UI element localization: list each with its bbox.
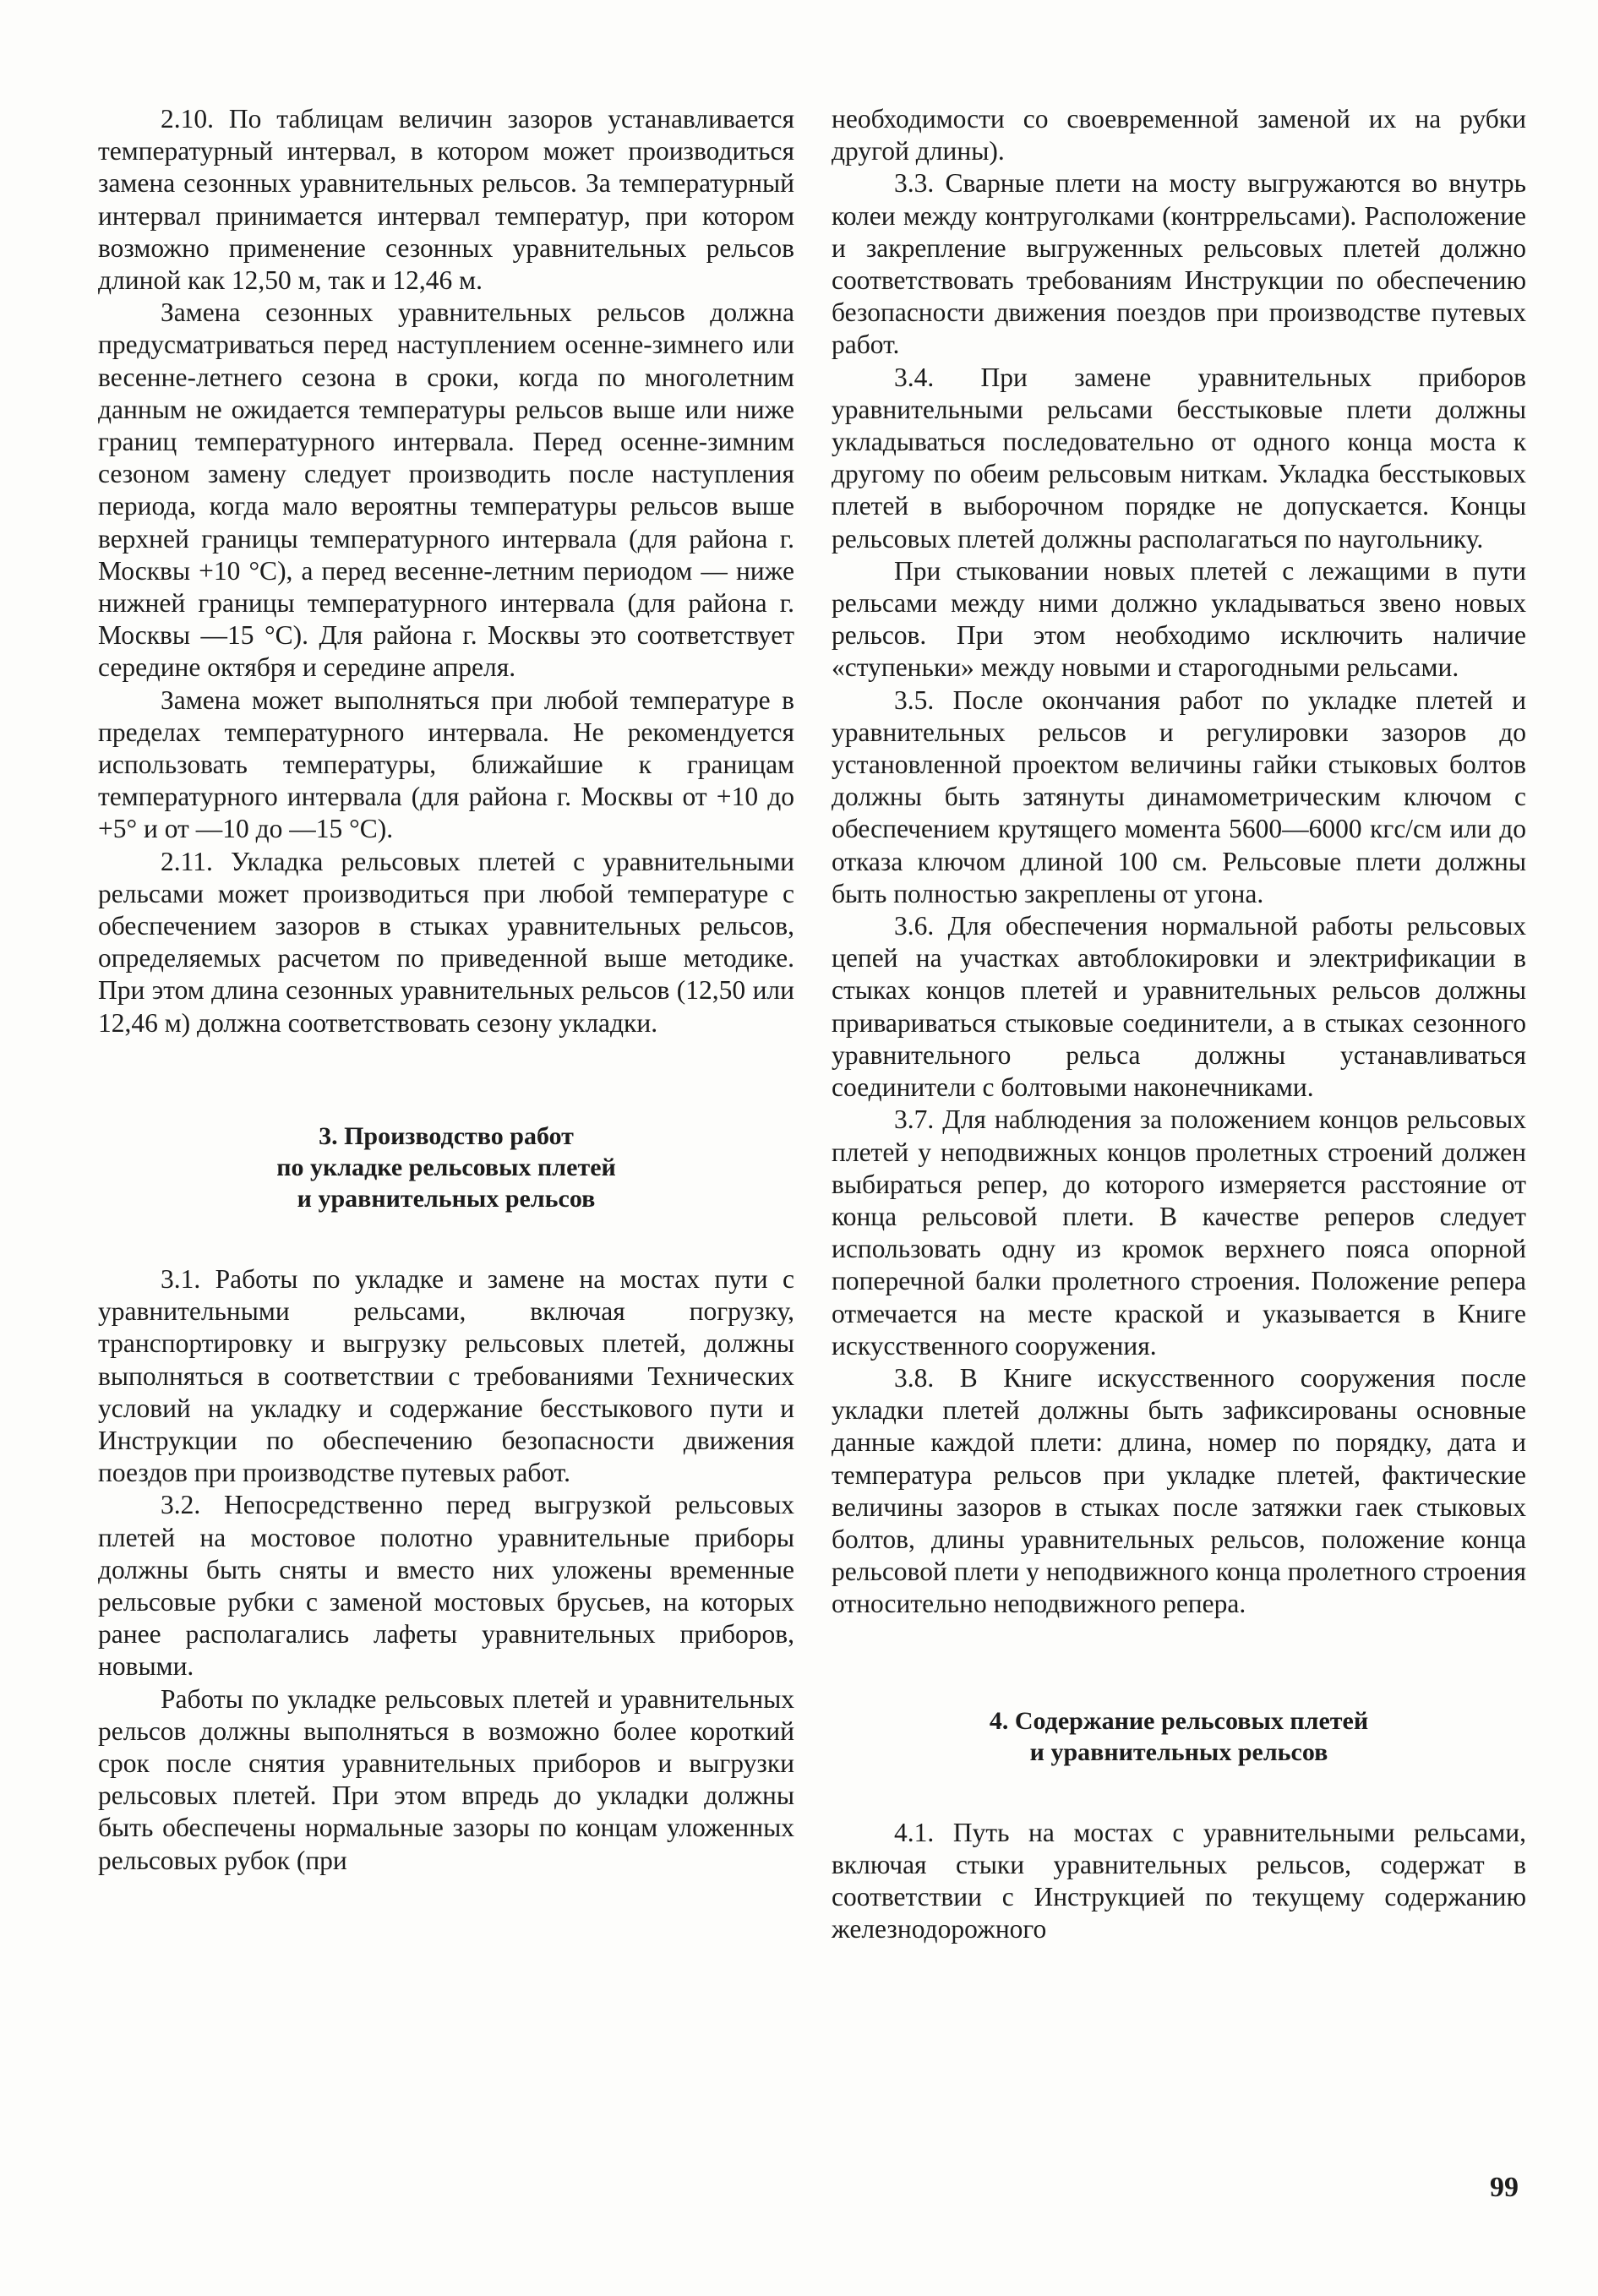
section-3-heading-line: и уравнительных рельсов: [297, 1184, 596, 1213]
section-4-heading-line: и уравнительных рельсов: [1029, 1737, 1328, 1766]
paragraph-3-5: 3.5. После окончания работ по укладке плетей и уравнительных рельсов и регулировки зазоров до установленной проектом величины гайки стыковых болтов должны быть затянуты динамометрическим ключом с обеспечением крутящего момента 5600—6000 кгс/см или до отказа ключом длиной 100 см. Рельсовые плети должны быть полностью закреплены от угона.: [832, 684, 1526, 908]
paragraph-3-6: 3.6. Для обеспечения нормальной работы рельсовых цепей на участках автоблокировки и электрификации в стыках концов плетей и уравнительных рельсов должны привариваться стыковые соединители, а в стыках сезонного уравнительного рельса должны устанавливаться соединители с болтовыми наконечниками.: [832, 911, 1526, 1103]
paragraph-joining-new-strings: При стыковании новых плетей с лежащими в пути рельсами между ними должно укладываться звено новых рельсов. При этом необходимо исключить наличие «ступеньки» между новыми и старогодными рельсами.: [832, 555, 1526, 683]
paragraph-3-3: 3.3. Сварные плети на мосту выгружаются во внутрь колеи между контруголками (контррельсами). Расположение и закрепление выгруженных рельсовых плетей должно соответствовать требованиям Инструкции по обеспечению безопасности движения поездов при производстве путевых работ.: [832, 168, 1526, 360]
paragraph-3-8: 3.8. В Книге искусственного сооружения после укладки плетей должны быть зафиксированы основные данные каждой плети: длина, номер по порядку, дата и температура рельсов при укладке плетей, фактические величины зазоров в стыках после затяжки гаек стыковых болтов, длины уравнительных рельсов, положение конца рельсовой плети у неподвижного конца пролетного строения относительно неподвижного репера.: [832, 1362, 1526, 1619]
section-4-heading-line: 4. Содержание рельсовых плетей: [989, 1706, 1369, 1735]
paragraph-3-7: 3.7. Для наблюдения за положением концов рельсовых плетей у неподвижных концов пролетных строений должен выбираться репер, до которого измеряется расстояние от конца рельсовой плети. В качестве реперов следует использовать одну из кромок верхнего пояса опорной поперечной балки пролетного строения. Положение репера отмечается на месте краской и указывается в Книге искусственного сооружения.: [832, 1104, 1526, 1361]
left-column: [98, 103, 794, 1877]
paragraph-3-4: 3.4. При замене уравнительных приборов уравнительными рельсами бесстыковые плети должны укладываться последовательно от одного конца моста к другому по обеим рельсовым ниткам. Укладка бесстыковых плетей в выборочном порядке не допускается. Концы рельсовых плетей должны располагаться по наугольнику.: [832, 362, 1526, 554]
section-4-heading: [832, 1705, 1526, 1768]
paragraph-replacement-any-temperature: Замена может выполняться при любой температуре в пределах температурного интервала. Не рекомендуется использовать температуры, ближайшие к границам температурного интервала (для района г. Москвы от +10 до +5° и от —10 до —15 °С).: [98, 684, 794, 844]
paragraph-seasonal-replacement: Замена сезонных уравнительных рельсов должна предусматриваться перед наступлением осенне-зимнего или весенне-летнего сезона в сроки, когда по многолетним данным не ожидается температуры рельсов выше или ниже границ температурного интервала. Перед осенне-зимним сезоном замену следует производить после наступления периода, когда мало вероятны температуры рельсов выше верхней границы температурного интервала (для района г. Москвы +10 °С), а перед весенне-летним периодом — ниже нижней границы температурного интервала (для района г. Москвы —15 °С). Для района г. Москвы это соответствует середине октября и середине апреля.: [98, 297, 794, 683]
paragraph-2-10: 2.10. По таблицам величин зазоров устанавливается температурный интервал, в котором может производиться замена сезонных уравнительных рельсов. За температурный интервал принимается интервал температур, при котором возможно применение сезонных уравнительных рельсов длиной как 12,50 м, так и 12,46 м.: [98, 104, 794, 296]
paragraph-4-1: 4.1. Путь на мостах с уравнительными рельсами, включая стыки уравнительных рельсов, содержат в соответствии с Инструкцией по текущему содержанию железнодорожного: [832, 1817, 1526, 1944]
right-column: [832, 103, 1526, 1945]
paragraph-laying-works: Работы по укладке рельсовых плетей и уравнительных рельсов должны выполняться в возможно более короткий срок после снятия уравнительных приборов и выгрузки рельсовых плетей. При этом впредь до укладки должны быть обеспечены нормальные зазоры по концам уложенных рельсовых рубок (при: [98, 1683, 794, 1875]
section-3-heading-line: 3. Производство работ: [319, 1121, 574, 1150]
page-number: 99: [1490, 2172, 1519, 2203]
paragraph-3-1: 3.1. Работы по укладке и замене на мостах пути с уравнительными рельсами, включая погрузку, транспортировку и выгрузку рельсовых плетей, должны выполняться в соответствии с требованиями Технических условий на укладку и содержание бесстыкового пути и Инструкции по обеспечению безопасности движения поездов при производстве путевых работ.: [98, 1263, 794, 1488]
paragraph-2-11: 2.11. Укладка рельсовых плетей с уравнительными рельсами может производиться при любой температуре с обеспечением зазоров в стыках уравнительных рельсов, определяемых расчетом по приведенной выше методике. При этом длина сезонных уравнительных рельсов (12,50 или 12,46 м) должна соответствовать сезону укладки.: [98, 846, 794, 1038]
section-3-heading-line: по укладке рельсовых плетей: [276, 1153, 616, 1181]
section-3-heading: [98, 1121, 794, 1214]
paragraph-3-2: 3.2. Непосредственно перед выгрузкой рельсовых плетей на мостовое полотно уравнительные приборы должны быть сняты и вместо них уложены временные рельсовые рубки с заменой мостовых брусьев, на которых ранее располагались лафеты уравнительных приборов, новыми.: [98, 1490, 794, 1682]
paragraph-continuation: необходимости со своевременной заменой их на рубки другой длины).: [832, 104, 1526, 166]
